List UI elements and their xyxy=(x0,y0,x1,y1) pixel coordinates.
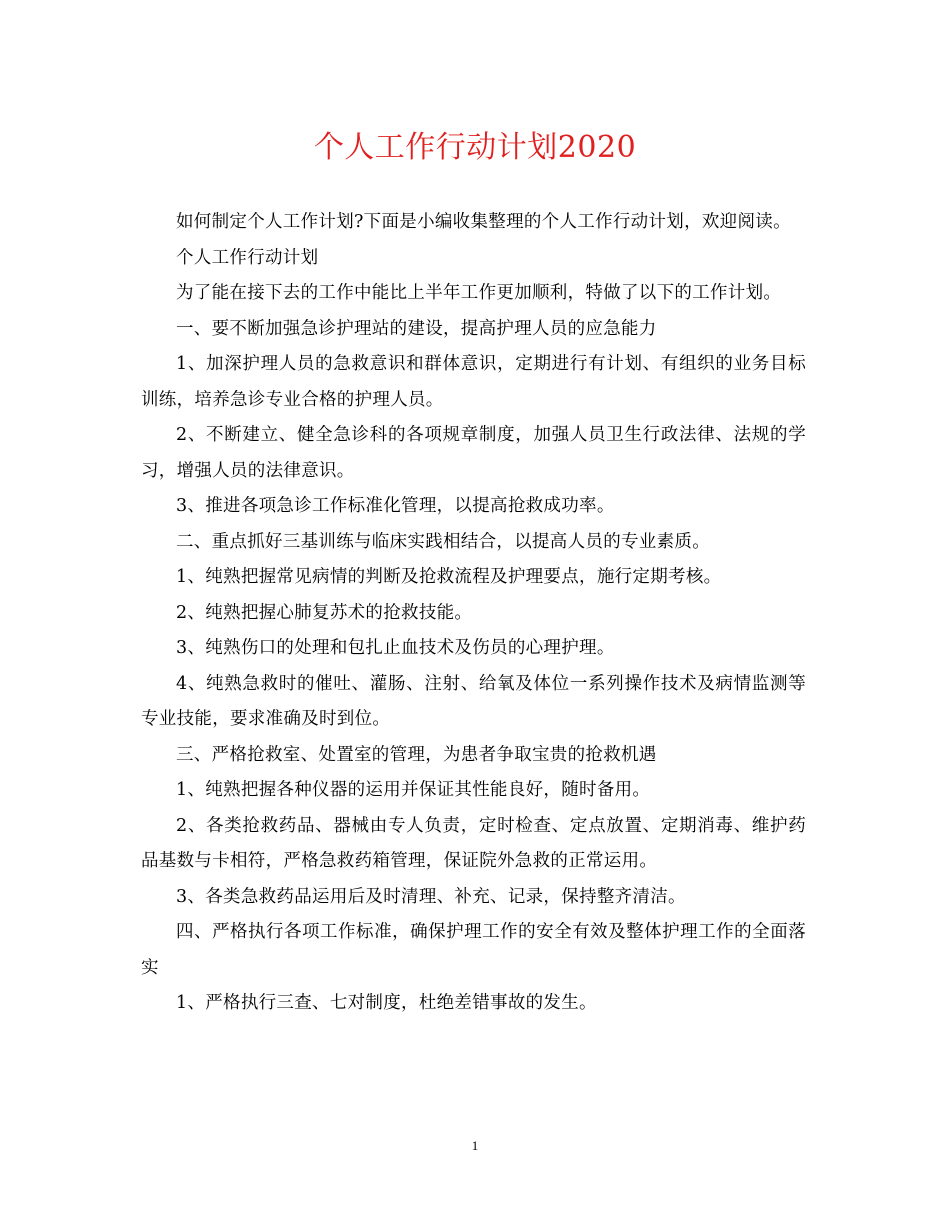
list-item: 1、加深护理人员的急救意识和群体意识，定期进行有计划、有组织的业务目标训练，培养急诊专业合格的护理人员。 xyxy=(141,354,806,410)
list-item: 1、严格执行三查、七对制度，杜绝差错事故的发生。 xyxy=(176,993,597,1013)
paragraph-intro: 如何制定个人工作计划?下面是小编收集整理的个人工作行动计划，欢迎阅读。 xyxy=(176,212,791,232)
paragraph-subtitle: 个人工作行动计划 xyxy=(176,247,319,268)
page-number: 1 xyxy=(471,1138,479,1153)
paragraph-purpose: 为了能在接下去的工作中能比上半年工作更加顺利，特做了以下的工作计划。 xyxy=(176,283,782,303)
section-heading-3: 三、严格抢救室、处置室的管理，为患者争取宝贵的抢救机遇 xyxy=(176,744,657,765)
list-item: 2、各类抢救药品、器械由专人负责，定时检查、定点放置、定期消毒、维护药品基数与卡相符，严格急救药箱管理，保证院外急救的正常运用。 xyxy=(141,815,806,871)
list-item: 2、纯熟把握心肺复苏术的抢救技能。 xyxy=(176,602,473,623)
document-title: 个人工作行动计划2020 xyxy=(313,130,637,165)
section-heading-4: 四、严格执行各项工作标准，确保护理工作的安全有效及整体护理工作的全面落实 xyxy=(141,922,806,978)
list-item: 1、纯熟把握常见病情的判断及抢救流程及护理要点，施行定期考核。 xyxy=(176,567,722,587)
list-item: 3、纯熟伤口的处理和包扎止血技术及伤员的心理护理。 xyxy=(176,638,615,658)
list-item: 1、纯熟把握各种仪器的运用并保证其性能良好，随时备用。 xyxy=(176,780,651,800)
list-item: 4、纯熟急救时的催吐、灌肠、注射、给氧及体位一系列操作技术及病情监测等专业技能，要求准确及时到位。 xyxy=(141,673,806,729)
section-heading-1: 一、要不断加强急诊护理站的建设，提高护理人员的应急能力 xyxy=(176,318,657,339)
list-item: 3、推进各项急诊工作标准化管理，以提高抢救成功率。 xyxy=(176,496,615,516)
document-body xyxy=(141,205,806,1022)
list-item: 3、各类急救药品运用后及时清理、补充、记录，保持整齐清洁。 xyxy=(176,886,686,907)
list-item: 2、不断建立、健全急诊科的各项规章制度，加强人员卫生行政法律、法规的学习，增强人员的法律意识。 xyxy=(141,425,806,481)
section-heading-2: 二、重点抓好三基训练与临床实践相结合，以提高人员的专业素质。 xyxy=(176,531,710,552)
